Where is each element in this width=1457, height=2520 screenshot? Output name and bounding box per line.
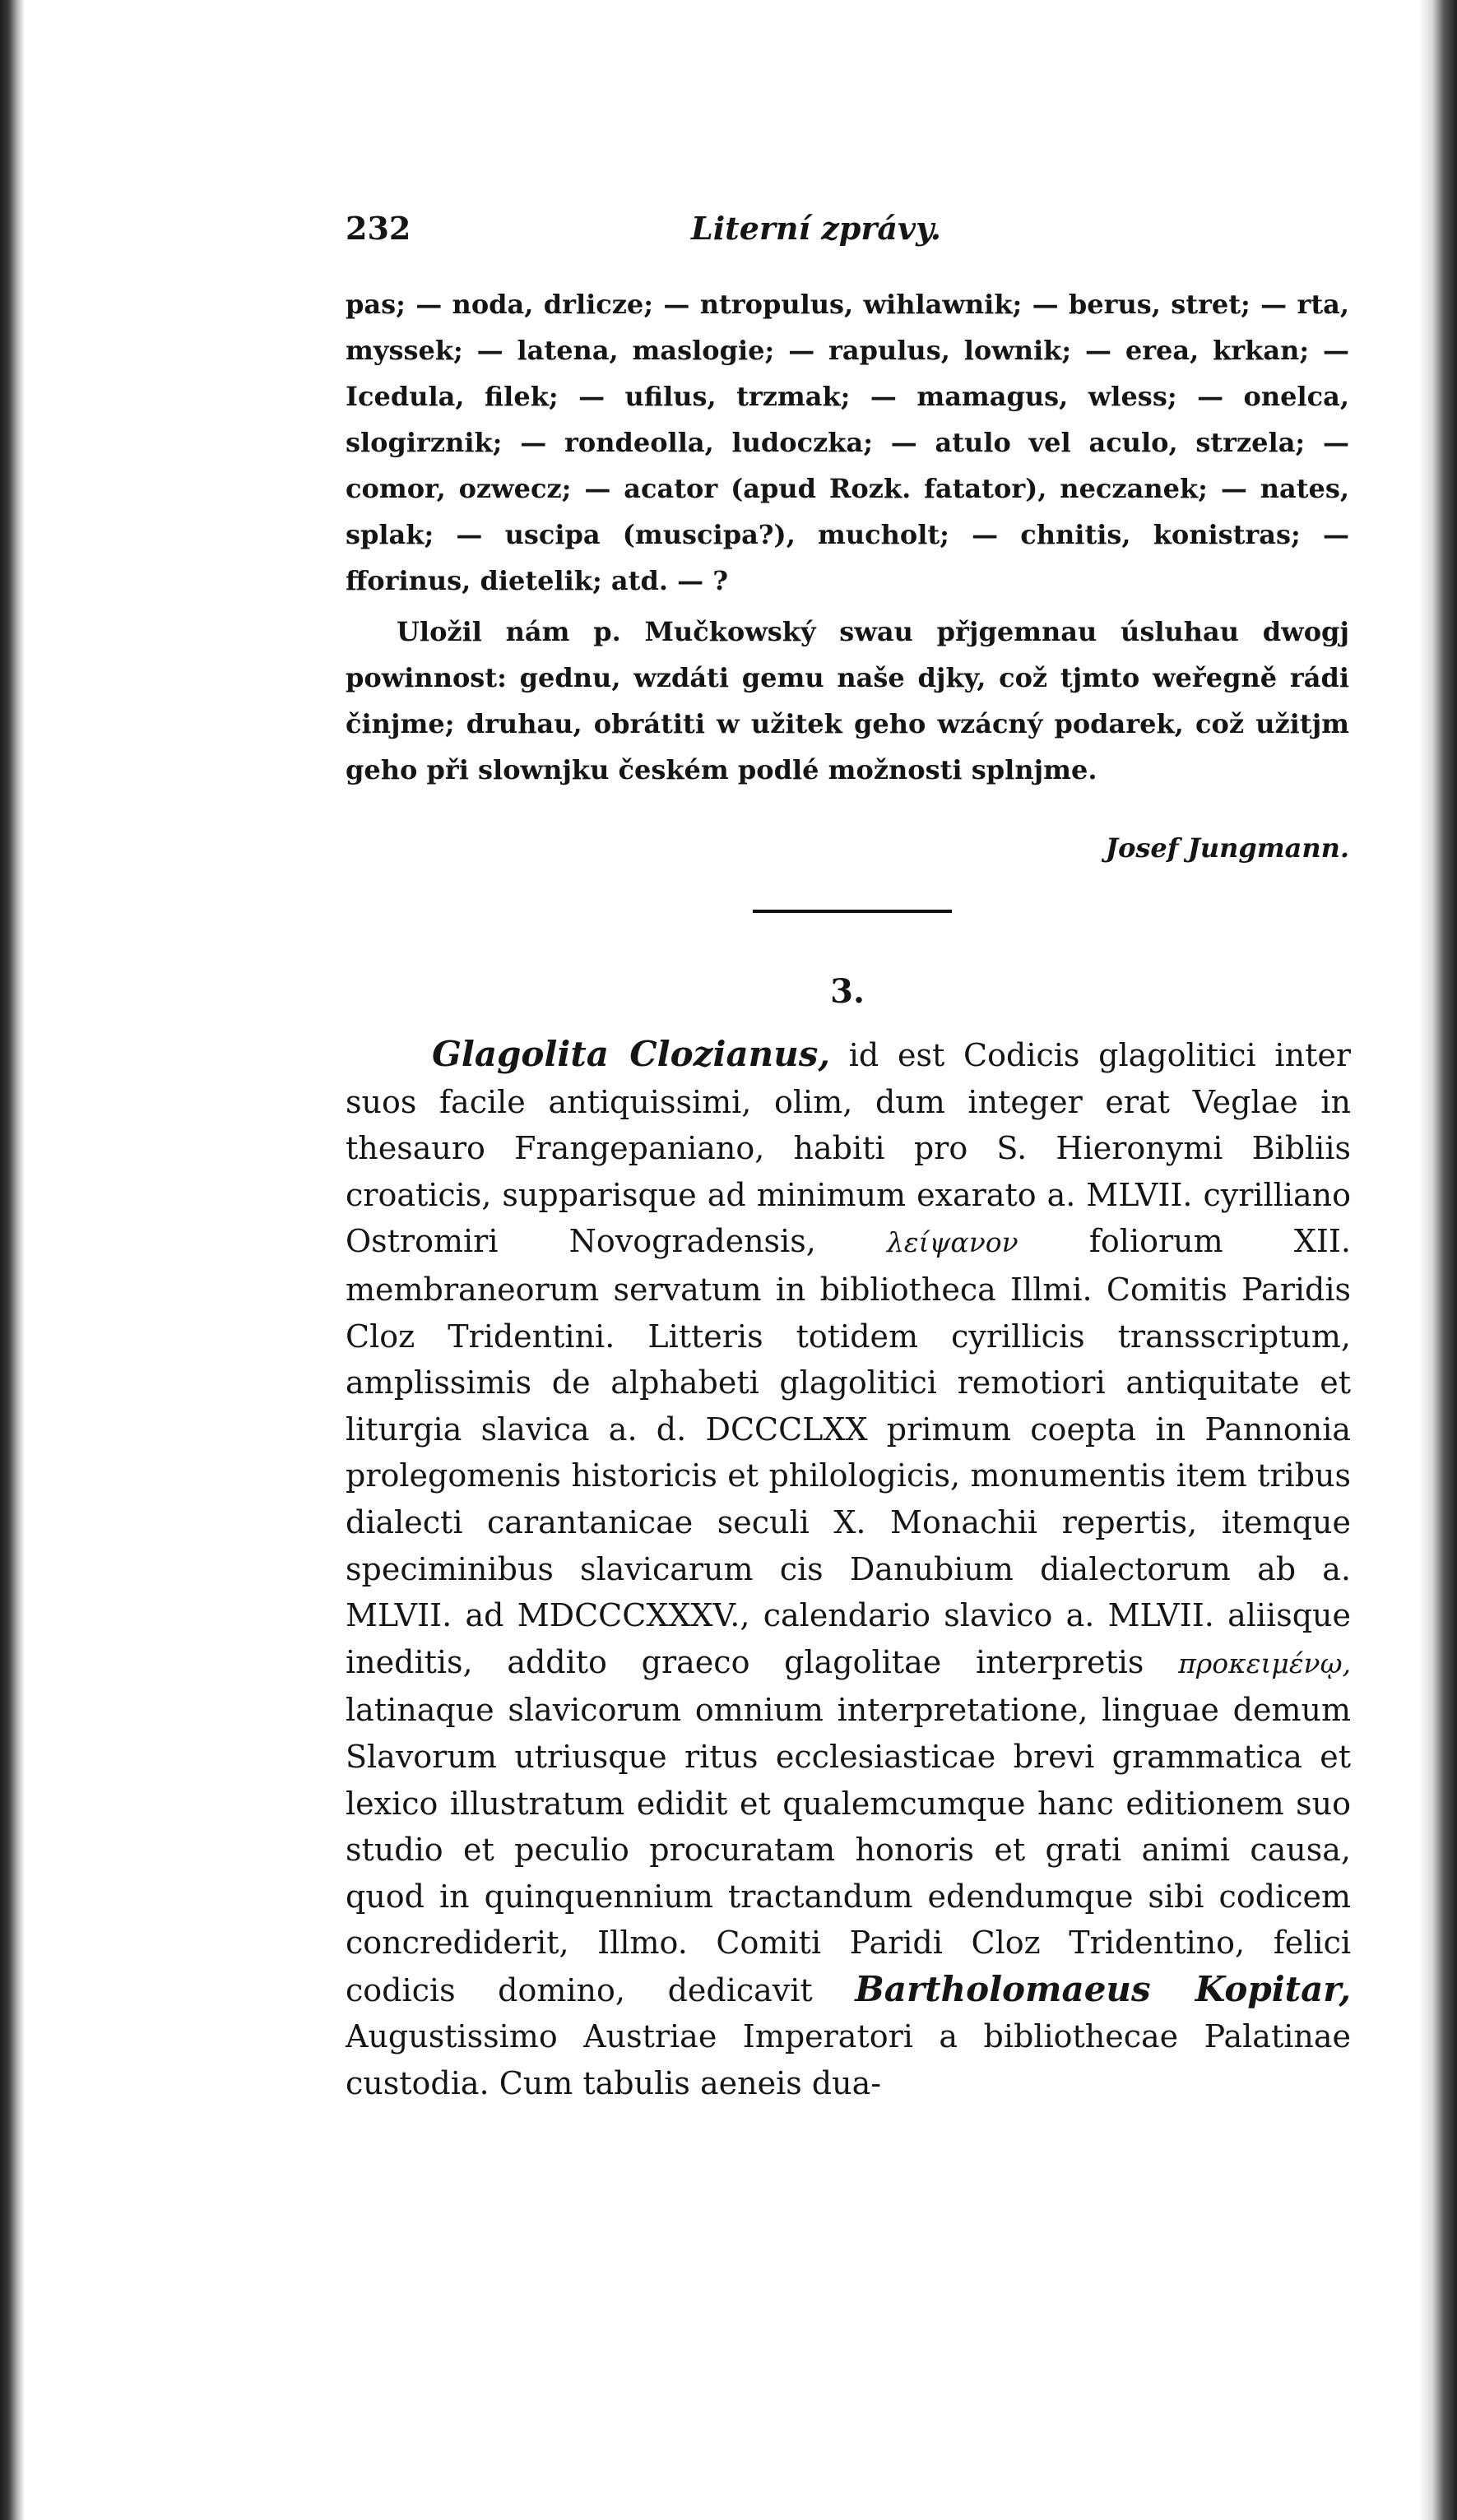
paragraph-text-b: foliorum XII. membraneorum servatum in bibliotheca Illmi. Comitis Paridis Cloz Tridentini. Litteris totidem cyrillicis transscriptum, amplissimis de alphabeti glagolitici remotiori antiquitate et liturgia slavica a. d. DCCCLXX primum coepta in Pannonia prolegomenis historicis et philologicis, monumentis item tribus dialecti carantanicae seculi X. Monachii repertis, itemque speciminibus slavicarum cis Danubium dialectorum ab a. MLVII. ad MDCCCXXXV., calendario slavico a. MLVII. aliisque ineditis, addito graeco glagolitae interpretis [346,1223,1351,1680]
page-left-edge [0,0,25,2520]
running-title: Literní zprávy. [691,210,942,247]
word-list-paragraph: pas; — noda, drlicze; — ntropulus, wihlawnik; — berus, stret; — rta, myssek; — latena, maslogie; — rapulus, lownik; — erea, krkan; — Icedula, filek; — ufilus, trzmak; — mamagus, wless; — onelca, slogirznik; — rondeolla, ludoczka; — atulo vel aculo, strzela; — comor, ozwecz; — acator (apud Rozk. fatator), neczanek; — nates, splak; — uscipa (muscipa?), mucholt; — chnitis, konistras; — fforinus, dietelik; atd. — ? [346,289,1349,596]
section-number: 3. [830,972,865,1011]
greek-word-leipsanon: λείψανον [886,1226,1019,1259]
running-head [346,210,1349,251]
page-right-edge [1419,0,1457,2520]
paragraph-text-c: latinaque slavicorum omnium interpretatione, linguae demum Slavorum utriusque ritus ecclesiasticae brevi grammatica et lexico illustratum edidit et qualemcumque hanc editionem suo studio et peculio procuratam honoris et grati animi causa, quod in quinquennium tractandum edendumque sibi codicem concrediderit, Illmo. Comiti Paridi Cloz Tridentino, felici codicis domino, dedicavit [346,1692,1351,2008]
editor-name: Bartholomaeus Kopitar, [855,1968,1351,2009]
paragraph-text-d: Augustissimo Austriae Imperatori a bibliothecae Palatinae custodia. Cum tabulis aeneis dua- [346,2018,1351,2102]
greek-word-prokeimeno: προκειμένῳ, [1178,1647,1351,1679]
paragraph-text-a: id est Codicis glagolitici inter suos facile antiquissimi, olim, dum integer erat Veglae in thesauro Frangepaniano, habiti pro S. Hieronymi Bibliis croaticis, supparisque ad minimum exarato a. MLVII. cyrilliano Ostromiri Novogradensis, [346,1037,1351,1260]
author-signature: Josef Jungmann. [1105,832,1349,864]
book-title: Glagolita Clozianus, [432,1034,831,1074]
acknowledgement-paragraph: Uložil nám p. Mučkowský swau přjgemnau úsluhau dwogj powinnost: gednu, wzdáti gemu naše djky, což tjmto weřegně rádi činjme; druhau, obrátiti w užitek geho wzácný podarek, což užitjm geho při slownjku českém podlé možnosti splnjme. [346,616,1349,785]
page-number: 232 [346,210,411,247]
glagolita-paragraph [346,1031,1351,2107]
section-divider [753,910,952,913]
